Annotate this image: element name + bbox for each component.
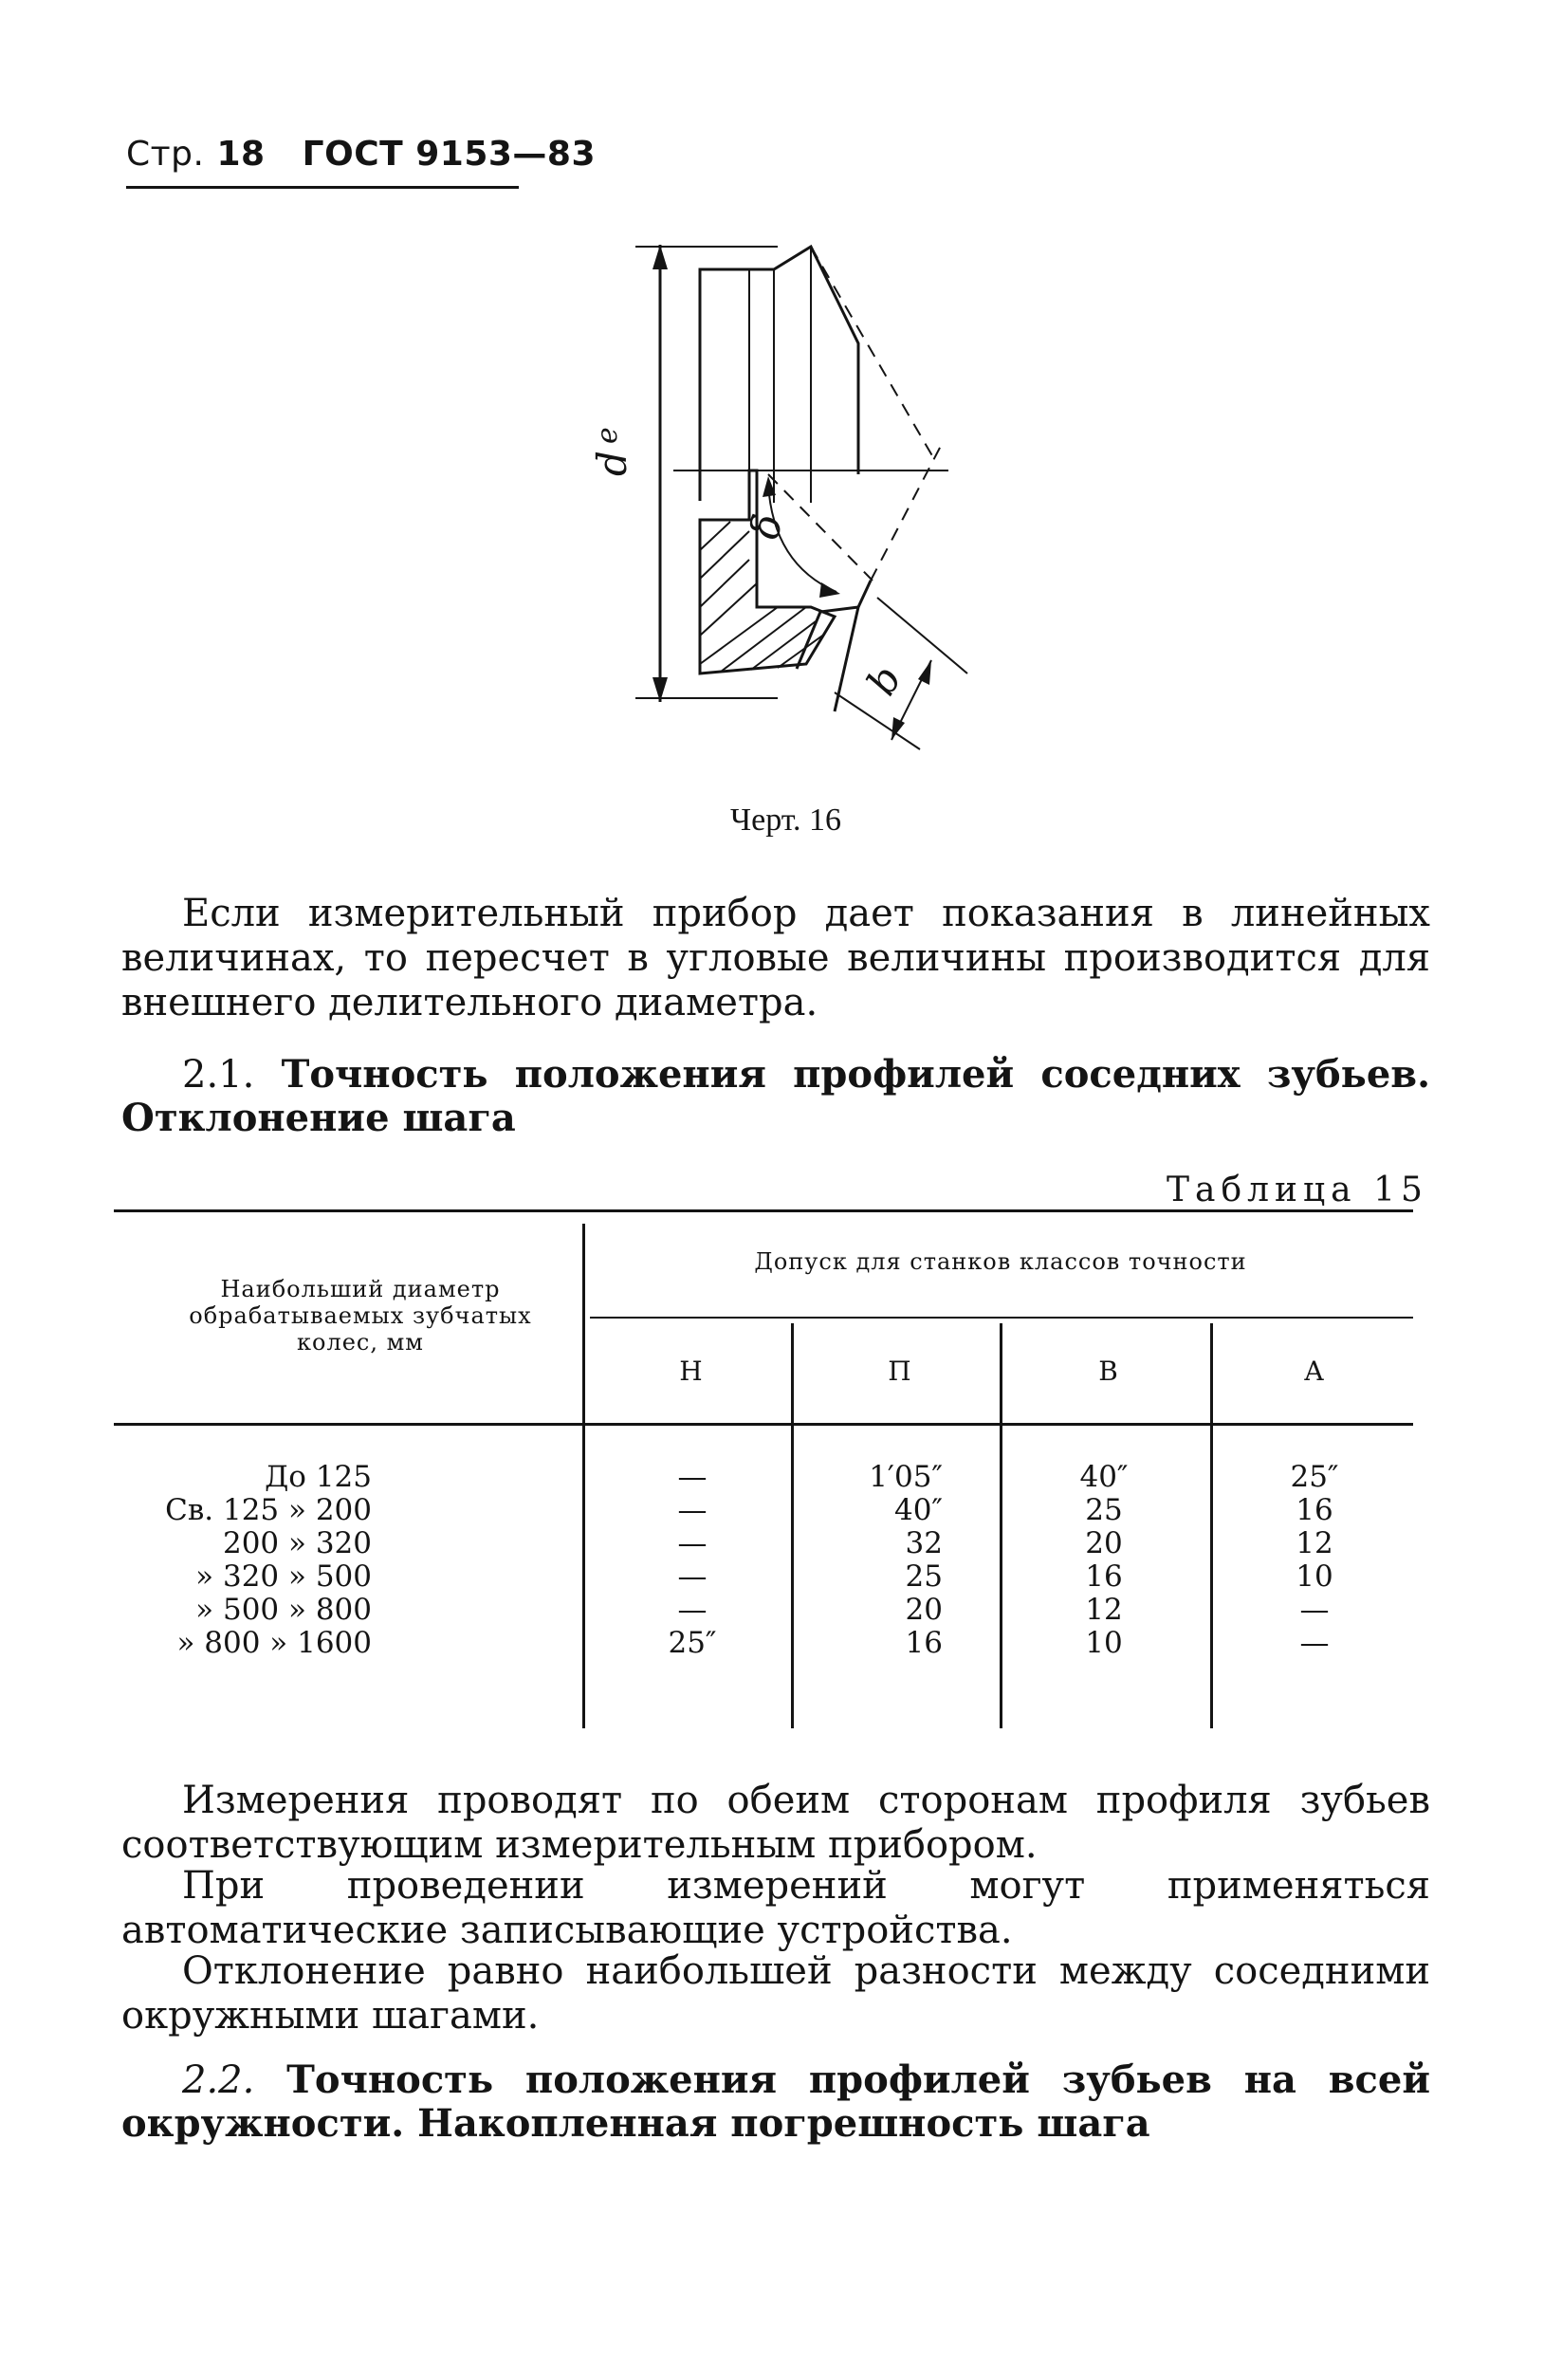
paragraph-automatic: При проведении измерений могут применяться автоматические записывающие устройства.	[121, 1864, 1430, 1952]
table-cell: 20	[1085, 1526, 1123, 1560]
page-number: 18	[216, 135, 266, 174]
table-cell: 25″	[668, 1626, 717, 1660]
class-header-n: Н	[679, 1356, 704, 1387]
col-p-values	[800, 1461, 943, 1660]
row-label: 200 » 320	[222, 1526, 372, 1560]
page-header	[126, 135, 596, 174]
table-cell: 12	[1085, 1593, 1123, 1627]
row-label: Св. 125 » 200	[165, 1493, 372, 1527]
section-2-1-title: Точность положения профилей соседних зубьев. Отклонение шага	[121, 1052, 1430, 1140]
table-cell: 16	[905, 1626, 943, 1660]
section-2-2-heading	[121, 2058, 1430, 2146]
table-cell: 32	[905, 1526, 943, 1560]
table-header-rule	[114, 1423, 1413, 1426]
col-a-values	[1220, 1461, 1409, 1660]
table-cell: —	[1299, 1626, 1330, 1660]
table-cell: 40″	[893, 1493, 943, 1527]
table-cell: 25	[1085, 1493, 1123, 1527]
label-diameter: d	[589, 451, 635, 476]
table-cell: 12	[1296, 1526, 1333, 1560]
class-header-v: В	[1098, 1356, 1119, 1387]
class-header-p: П	[888, 1356, 912, 1387]
table-divider-1	[791, 1323, 794, 1728]
page-label: Стр.	[126, 135, 205, 174]
table-cell: —	[1299, 1593, 1330, 1627]
table-divider-3	[1210, 1323, 1213, 1728]
col-group-header: Допуск для станков классов точности	[754, 1248, 1247, 1275]
table-cell: —	[677, 1460, 708, 1494]
col-header-diameter: Наибольший диаметр обрабатываемых зубчатых колес, мм	[189, 1276, 532, 1356]
section-2-2-title: Точность положения профилей зубьев на всей окружности. Накопленная погрешность шага	[121, 2057, 1430, 2146]
table-cell: —	[677, 1493, 708, 1527]
gear-drawing	[588, 228, 986, 763]
table-cell: —	[677, 1593, 708, 1627]
table-cell: 1′05″	[869, 1460, 943, 1494]
row-label: » 800 » 1600	[176, 1626, 372, 1660]
upper-body-outline	[700, 247, 858, 501]
row-label: » 500 » 800	[195, 1593, 372, 1627]
paragraph-measurement: Измерения проводят по обеим сторонам профиля зубьев соответствующим измерительным прибором.	[121, 1779, 1430, 1867]
lower-section-outline	[700, 470, 835, 673]
table-cell: 16	[1296, 1493, 1333, 1527]
gear-drawing-svg	[588, 228, 986, 759]
col-n-values	[607, 1461, 778, 1660]
table-cell: —	[677, 1559, 708, 1594]
label-diameter-sub: e	[591, 427, 624, 444]
row-labels	[114, 1461, 372, 1660]
standard-code: ГОСТ 9153—83	[302, 135, 597, 174]
table-cell: 10	[1296, 1559, 1333, 1594]
label-width: b	[857, 657, 911, 703]
label-angle: δ	[741, 510, 792, 543]
table-cell: 10	[1085, 1626, 1123, 1660]
table-cell: 25	[905, 1559, 943, 1594]
table-cell: 25″	[1290, 1460, 1339, 1494]
table-divider-2	[1000, 1323, 1002, 1728]
paragraph-deviation: Отклонение равно наибольшей разности между соседними окружными шагами.	[121, 1949, 1430, 2038]
intro-paragraph: Если измерительный прибор дает показания в линейных величинах, то пересчет в угловые величины производится для внешнего делительного диаметра.	[121, 892, 1430, 1024]
section-2-1-number: 2.1.	[182, 1053, 255, 1097]
figure-caption: Черт. 16	[730, 803, 842, 838]
header-rule	[126, 186, 519, 189]
row-label: До 125	[265, 1460, 372, 1494]
col-v-values	[1009, 1461, 1199, 1660]
table-title: Таблица 15	[1167, 1171, 1428, 1209]
table-cell: —	[677, 1526, 708, 1560]
table-cell: 40″	[1079, 1460, 1129, 1494]
class-header-a: А	[1303, 1356, 1326, 1387]
table-top-rule	[114, 1209, 1413, 1212]
table-group-rule	[590, 1317, 1413, 1319]
table-cell: 20	[905, 1593, 943, 1627]
table-divider-main	[582, 1224, 585, 1728]
section-2-2-number: 2.2.	[182, 2058, 255, 2102]
section-2-1-heading	[121, 1053, 1430, 1140]
row-label: » 320 » 500	[195, 1559, 372, 1594]
table-cell: 16	[1085, 1559, 1123, 1594]
